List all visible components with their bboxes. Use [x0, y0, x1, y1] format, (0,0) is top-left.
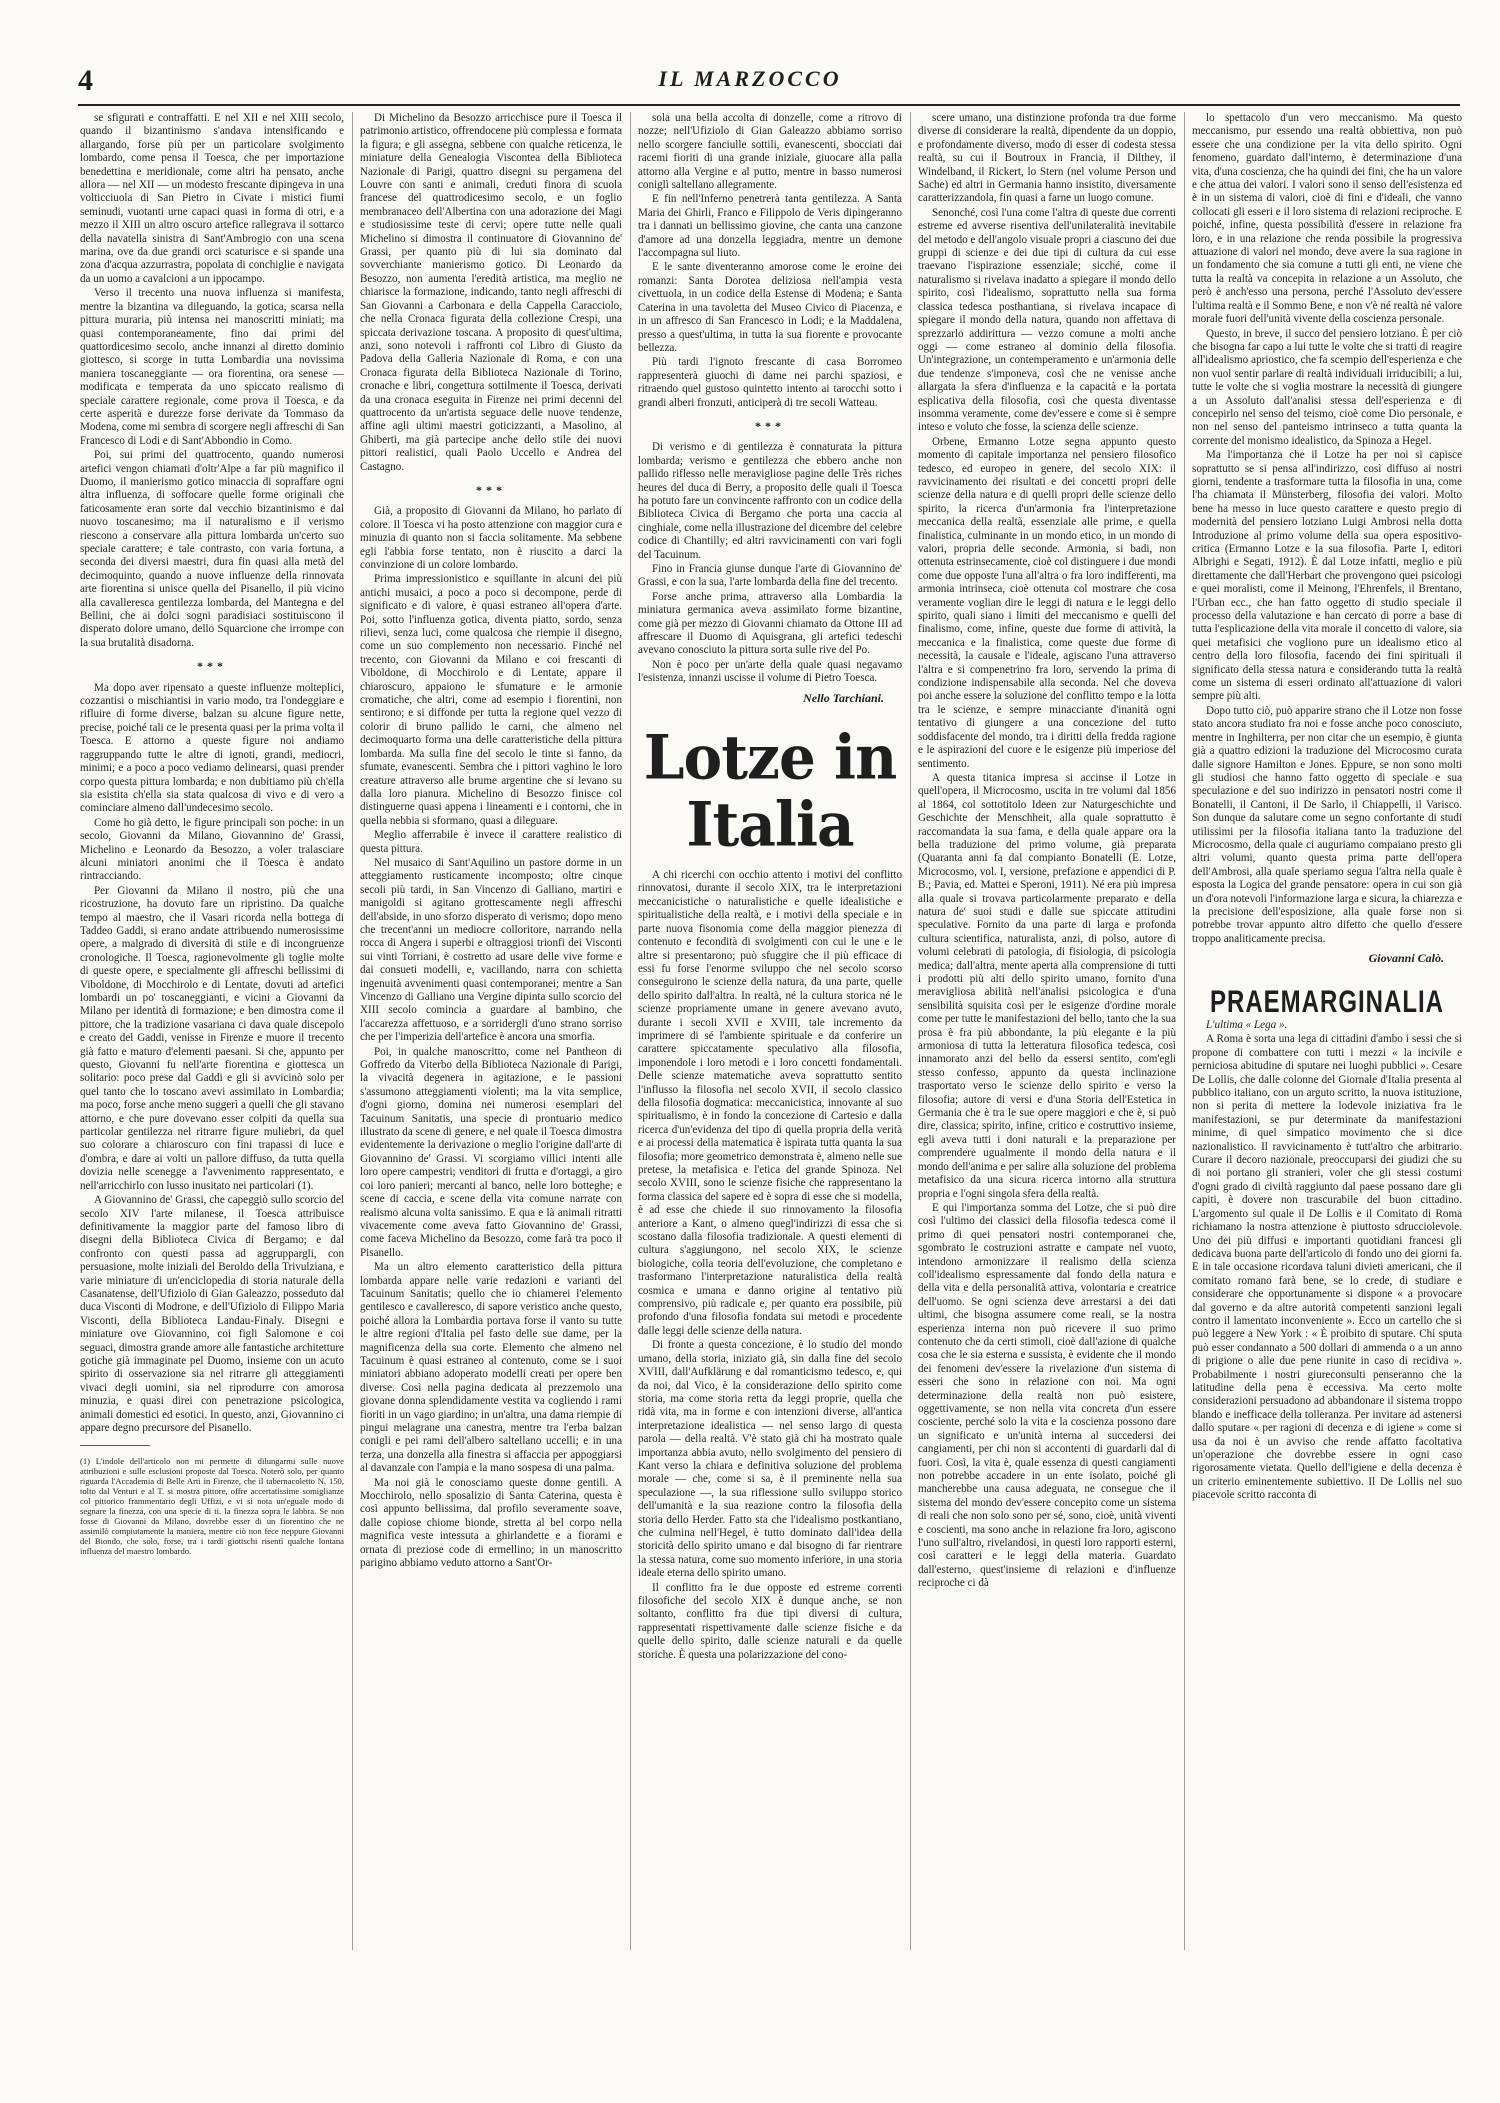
footnote-rule: [80, 1445, 150, 1446]
paragraph: Fino in Francia giunse dunque l'arte di Giovannino de' Grassi, e con la sua, l'arte lombarda della fine del trecento.: [638, 563, 902, 589]
column-divider: [352, 112, 353, 1950]
paragraph: A Giovannino de' Grassi, che capeggiò sullo scorcio del secolo XIV l'arte milanese, il Toesca attribuisce definitivamente la maggior parte del famoso libro di disegni della Biblioteca Civica di Bergamo; e dal confronto con questi passa ad aggruppargli, con persuasione, molte iniziali del Beroldo della Trivulziana, e varie miniature di un'enciclopedia di storia naturale della Casanatense, dell'Ufiziolo di Gian Galeazzo, posseduto dal duca Visconti di Modrone, e dell'Ufiziolo di Filippo Maria Visconti, della Biblioteca Landau-Finaly. Disegni e miniature ove Giovannino, coi figli Salomone e coi seguaci, dimostra grande amore alle fantastiche architetture gotiche già immaginate pel Duomo, insieme con un acuto spirito di osservazione sia nel ritrarre gli atteggiamenti vivaci degli uomini, sia nel riprodurre con amorosa minuzia, e quasi direi con penetrazione psicologica, animali domestici ed esotici. In questo, anzi, Giovannino ci appare degno precursore del Pisanello.: [80, 1194, 344, 1434]
paragraph: Senonché, così l'una come l'altra di queste due correnti estreme ed avverse risentiva dell'unilateralità inevitabile del metodo e dell'angolo visuale propri a ciascuno dei due gruppi di scienze e dei due tipi di cultura da cui esse traevano l'ispirazione essenziale; sicché, come il naturalismo si rivelava inadatto a spiegare il mondo dello spirito, così l'idealismo, soprattutto nella sua forma classica tedesca posthantiana, si rivelava incapace di spiegare il mondo della natura, quando non affettava di sprezzarlo addirittura — vezzo comune a molti anche oggi — come estraneo al dominio della filosofia. Un'integrazione, un contemperamento e un'armonia delle due tendenze s'imponeva, così che ne venisse anche allargata la sfera d'influenza e la capacità e la portata esplicativa della filosofia, così che questa diventasse insomma veramente, come dev'essere e come si è sempre inteso e voluto che fosse, la scienza delle scienze.: [918, 206, 1176, 434]
subheading: L'ultima « Lega ».: [1206, 1019, 1288, 1031]
paragraph: A questa titanica impresa si accinse il Lotze in quell'opera, il Microcosmo, uscita in tre volumi dal 1856 al 1864, col sottotitolo Ideen zur Naturgeschichte und Geschichte der Menschheit, alla quale soprattutto è raccomandata la sua fama, e della quale appare ora la bella traduzione del primo volume, già preparata (Quaranta anni fa dal compianto Bonatelli (E. Lotze, Microcosmo, vol. I, versione, prefazione e appendici di P. B.; Pavia, ed. Mattei e Speroni, 1911). Né era più impresa alla quale si trovava particolarmente preparato e della natura de' suoi studi e dalle sue spiccate attitudini speculative. Fornito da una parte di larga e profonda cultura scientifica, naturalista, anzi, di polso, autore di volumi celebrati di patologia, di fisiologia, di psicologia medica; dall'altra, mente aperta alla comprensione di tutti i prodotti più alti dello spirito umano, fornito d'una meravigliosa abilità nell'analisi psicologica e d'una sensibilità squisita così per le esigenze d'ordine morale come per tutte le manifestazioni del bello, tanto che la sua prosa è fra più abbondante, la più elegante e la più armoniosa di tutta la letteratura filosofica tedesca, così innamorato anzi del bello da essersi sentito, com'egli stesso confesso, appunto da questa inclinazione trasportato verso le scienze dello spirito e verso la filosofia; autore di versi e d'una Storia dell'Estetica in Germania che è tra le sue opere maggiori e che è, si può dire, classica; spirito, infine, critico e costruttivo insieme, egli aveva tutti i doni naturali e la preparazione per comprendere ugualmente il mondo della natura e il mondo dell'anima e per salire alla soluzione del problema metafisico da una sicura ricerca intorno alla struttura propria e l'ogni singola sfera della realtà.: [918, 771, 1176, 1200]
paragraph: A chi ricerchi con occhio attento i motivi del conflitto rinnovatosi, durante il secolo XIX, tra le interpretazioni meccanicistiche o naturalistiche e quelle idealistiche e spiritualistiche della realtà, e i motivi della speciale e in parte nuova fisonomia come della maggior pienezza di contenuto e fecondità di svolgimenti con cui le une e le altre si presentarono; può sfuggire che il più efficace di essi fu forse l'enorme sviluppo che nel secolo scorso conseguirono le scienze della natura, da una parte, quelle dello spirito dall'altra. In realtà, né la cultura storica né le scienze propriamente umane in genere avevano avuto, durante i secoli XVII e XVIII, tale incremento da imprimere di sé l'ambiente spirituale e da conferire un carattere spiccatamente speculativo alla filosofia, imponendole i loro metodi e i loro concetti fondamentali. Delle scienze matematiche aveva soprattutto sentito l'influsso la filosofia nel secolo XVII, il secolo classico della filosofia dogmatica: meccanicistica, innovante al suo spiritualismo, è in fondo la concezione di Cartesio e dalla ricerca d'un'evidenza del tipo di quella propria della verità e ai processi della matematica è ispirata tutta quanta la sua filosofia; more geometrico demonstrata è, almeno nelle sue pretese, la metafisica e l'etica del grande Spinoza. Nel secolo XVIII, sono le scienze fisiche che rappresentano la forma classica del sapere ed è sopra di esse che si modella, è ad esse che chiede il suo rinnovamento la filosofia anteriore a Kant, o almeno quegl'indirizzi di essa che si scostano dalla filosofia tradizionale. A questi elementi di cultura s'aggiungono, nel secolo XIX, le scienze biologiche, colla teoria dell'evoluzione, che completano e trasformano l'interpretazione naturalistica della realtà cosmica e umana e danno origine al tentativo più comprensivo, più radicale e, per quanto era possibile, più profondo d'una filosofia fondata sui metodi e procedente dalle leggi delle scienze della natura.: [638, 869, 902, 1337]
paragraph: Nel musaico di Sant'Aquilino un pastore dorme in un atteggiamento rusticamente incomposto; oltre cinque secoli più tardi, in San Vincenzo di Galliano, martiri e manigoldi si agitano grottescamente negli affreschi dell'abside, in uno sforzo disperato di verismo; dopo meno che trecent'anni un mediocre colloritore, narrando nella rocca di Angera i superbi e oltraggiosi trionfi dei Visconti sui vinti Torriani, è costretto ad usare delle vive forme e dai consueti modelli, e, vacillando, narra con schietta ingenuità avvenimenti quasi contemporanei; mentre a San Vincenzo di Galliano una Vergine dipinta sullo scorcio del XIII secolo comincia a guardare al bambino, che l'accarezza affettuoso, e a sorridergli d'uno strano sorriso che per l'imperizia dell'artefice è ancora una smorfia.: [360, 856, 622, 1044]
paragraph: Di verismo e di gentilezza è connaturata la pittura lombarda; verismo e gentilezza che ebbero anche non pallido riflesso nelle meravigliose pagine delle Très riches heures del duca di Berry, a proposito delle quali il Toesca ha potuto fare un convincente raffronto con un codice della Biblioteca Civica di Bergamo che porta una caccia al cinghiale, come nella illustrazione del dicembre del celebre codice di Chantilly; ed altri ravvicinamenti con vari fogli del Tacuinum.: [638, 441, 902, 561]
section-separator: ***: [476, 482, 506, 497]
paragraph: A Roma è sorta una lega di cittadini d'ambo i sessi che si propone di combattere con tutti i mezzi « la incivile e perniciosa abitudine di sputare nei luoghi pubblici ». Cesare De Lollis, che dalle colonne del Giornale d'Italia presenta al pubblico italiano, con un arguto scritto, la nuova istituzione, non si perita di mettere la lodevole iniziativa fra le manifestazioni, se pur determinate da manifestazioni minime, di quel simpatico movimento che si dice nazionalistico. Il ravvicinamento è tutt'altro che arbitrario. Curare il decoro nazionale, preoccuparsi dei giudizi che su di noi portano gli stranieri, voler che gli stessi costumi d'ogni grado di civiltà raggiunto dal paese possano dare gli capiti, è dovere non trascurabile del buon cittadino. L'argomento sul quale il De Lollis e il Comitato di Roma richiamano la nostra attenzione è piuttosto sdrucciolevole. Uno dei più diffusi e importanti quotidiani francesi gli dedicava buona parte dell'articolo di fondo uno dei giorni fa. E in tale occasione ricordava taluni divieti americani, che il comitato romano farà bene, se lo crede, di studiare e considerare che opportunamente si dispone « a provocare dal governo e da altre autorità competenti sanzioni legali contro il lamentato inconveniente ». Ecco un cartello che si può leggere a New York : « È proibito di sputare. Chi sputa può esser condannato a 500 dollari di ammenda o a un anno di prigione o alle due pene riunite in caso di recidiva ». Probabilmente i nostri giureconsulti penseranno che la latitudine della pena è eccessiva. Ma certo molte considerazioni persuadono ad abbandonare il sistema troppo blando e inefficace della tolleranza. Per invitare ad astenersi dallo sputare « per ragioni di decenza e di igiene » come si usa da noi è un avviso che rende affatto facoltativa un'operazione che dovrebbe essere in ogni caso rigorosamente vietata. Quello dell'igiene e della decenza è un criterio eminentemente subiettivo. Il De Lollis nel suo piacevole scritto racconta di: [1192, 1033, 1462, 1502]
paragraph: Poi, in qualche manoscritto, come nel Pantheon di Goffredo da Viterbo della Biblioteca Nazionale di Parigi, la vivacità degenera in agitazione, e le passioni s'assumono atteggiamenti violenti; ma la vita semplice, d'ogni giorno, domina nei numerosi esemplari del Tacuinum Sanitatis, una specie di prontuario medico illustrato da scene di genere, e nel quale il Toesca dimostra evidentemente la derivazione o meglio l'origine dall'arte di Giovannino de' Grassi. Vi scorgiamo villici intenti alle loro opere campestri; venditori di frutta e d'ortaggi, a giro coi loro panieri; mercanti al banco, nelle loro botteghe; e scene di caccia, e scene della vita comune narrate con realismo alcuna volta sanissimo. E qua e là animali ritratti vivacemente come aveva fatto Giovannino de' Grassi, come faceva Michelino da Besozzo, come farà tra poco il Pisanello.: [360, 1045, 622, 1259]
paragraph: sola una bella accolta di donzelle, come a ritrovo di nozze; nell'Ufiziolo di Gian Galeazzo abbiamo sorriso nello scorgere fanciulle sottili, evanescenti, sbocciati dai racemi fioriti di una grande iniziale, giuocare alla palla attorno alla Vergine e al putto, mentre in basso numerosi coniglì saltellano allegramente.: [638, 112, 902, 192]
paragraph: E le sante diventeranno amorose come le eroine dei romanzi: Santa Dorotea deliziosa nell'ampia vesta civettuola, in un codice della Estense di Modena; e Santa Caterina in una tavoletta del Museo Civico di Piacenza, e in un affresco di San Francesco in Lodi; e la Maddalena, presso a quest'ultima, in tutta la sua fiorente e provocante bellezza.: [638, 261, 902, 354]
paragraph: E qui l'importanza somma del Lotze, che si può dire così l'ultimo dei classici della filosofia tedesca come il primo di quei pensatori nostri contemporanei che, sgombrato le costruzioni astratte e campate nel vuoto, intendono armonizzare il realismo della scienza coll'idealismo espressamente dal fondo della natura e della vita e della personalità attiva, volontaria e creatrice dell'uomo. Se ogni scienza deve arrestarsi a dei dati ultimi, che bisogna assumere come reali, se la nostra esperienza interna non può ricevere il suo primo contenuto che da certi stimoli, cioè dall'azione di qualche cosa che le sia esterna e sussista, è evidente che il mondo dei fenomeni dev'essere la rivelazione d'un sistema di esseri che sono in relazione con noi. Ma ogni determinazione della realtà non può esistere, oggettivamente, se non nella vita concreta d'un essere cosciente, perché solo la vita e la coscienza possono dare un significato e un'unità interna al succedersi dei cangiamenti, per chi non si accontenti di guardarli dal di fuori. Così, la vita è, quale essenza di questi cangiamenti non potrebbe accadere in un ente isolato, poiché gli mancherebbe una causa adeguata, ne consegue che il sistema del mondo dev'essere concepito come un sistema di reali che non solo sono per sé, sono, cioè, unità viventi e coscienti, ma sono anche in relazione fra loro, agiscono l'uno sull'altro, rivelandosi, in questi loro rapporti esterni, così caratteri e le leggi della materia. Guardato dall'esterno, quest'insieme di relazioni e d'influenze reciproche ci dà: [918, 1201, 1176, 1590]
paragraph: Dopo tutto ciò, può apparire strano che il Lotze non fosse stato ancora studiato fra noi e fosse anche poco conosciuto, mentre in Inghilterra, per non citar che un esempio, è giunta già a quattro edizioni la traduzione del Microcosmo curata dalle signore Hamilton e Jones. Eppure, se non sono molti gli studiosi che hanno fatto oggetto di speciale e sua speculazione e del suo indirizzo in pensatori nostri come il Bonatelli, il Cantoni, il De Sarlo, il Chiappelli, il Varisco. Son dunque da salutare come un segno confortante di studi utilissimi per la filosofia italiana tanto la traduzione del Microcosmo, della quale ci auguriamo compaiano presto gli altri volumi, quanto questa prima parte dell'opera dell'Ambrosi, alla quale speriamo segua l'altra nella quale è esposta la Logica del grande pensatore: opera in cui son già un d'ora notevoli l'informazione larga e sicura, la chiarezza e la precisione dell'esposizione, alla quale forse non si potrebbe trovar appunto altro difetto che quello d'essere troppo analiticamente precisa.: [1192, 704, 1462, 945]
paragraph: Ma dopo aver ripensato a queste influenze molteplici, cozzantisi o mischiantisi in vario modo, tra l'ondeggiare e rifluire di forme diverse, balzan su alcune figure nette, precise, poiché tali ce le presenta quasi per la prima volta il Toesca. E attorno a queste figure noi andiamo raggruppando tutte le altre di ignoti, grandi, mediocri, minimi; e a poco a poco vediamo delinearsi, quasi prender corpo questa pittura lombarda; e non dubitiamo più ch'ella sia esistita ch'ella sia stata qualcosa di vivo e di vero a cominciare almeno dall'undecesimo secolo.: [80, 681, 344, 815]
header-rule: [78, 104, 1460, 106]
masthead: IL MARZOCCO: [658, 66, 842, 91]
paragraph: Verso il trecento una nuova influenza si manifesta, mentre la bizantina va dileguando, la gotica, scarsa nella pittura muraria, più intensa nei manoscritti miniati; ma quasi contemporaneamente, fino dai primi del quattordicesimo secolo, anche innanzi al diretto dominio giottesco, si scorge in tutta Lombardia una novissima maniera toscaneggiante — ora fiorentina, ora senese — modificata e temperata da uno spiccato realismo di speciale carattere regionale, come prova il Toesca, e da certe asperità e durezze forse derivate da Tommaso da Modena, come mi sembra di scorgere negli affreschi di San Francesco di Lodi e di Sant'Abbondio in Como.: [80, 287, 344, 447]
column-5: [1192, 112, 1462, 1950]
page-number: 4: [78, 64, 93, 97]
paragraph: Non è poco per un'arte della quale quasi negavamo l'esistenza, innanzi uscisse il volume di Pietro Toesca.: [638, 658, 902, 685]
paragraph: se sfigurati e contraffatti. E nel XII e nel XIII secolo, quando il bizantinismo s'andava intensificando e allargando, forse più per un particolare svolgimento lombardo, come pensa il Toesca, che per importazione benedettina e meridionale, come altri ha pensato, anche allora — nel XII — un modesto frescante dipingeva in una volticciuola di San Pietro in Civate i mistici fiumi seminudi, vuotanti urne capaci quasi in forma di otri, e a mezzo il XIII un altro oscuro artefice rallegrava il sottarco della navatella sinistra di Sant'Ambrogio con una scena marina, ove da due grandi orci scaturisce e si spande una zona d'acqua azzurrastra, popolata di conchiglie e navigata da un uomo a cavalcioni a un ippocampo.: [80, 112, 344, 285]
paragraph: Per Giovanni da Milano il nostro, più che una ricostruzione, ha dovuto fare un ripristino. Da qualche tempo al maestro, che il Vasari ricorda nella bottega di Taddeo Gaddi, si erano andate attribuendo numerosissime opere, a malgrado di diversità di stile e di incongruenze cronologiche. Il Toesca, ragionevolmente gli toglie molte di queste opere, e specialmente gli affreschi bellissimi di Viboldone, di Mocchirolo e di Lentate, dovuti ad artefici lombardi un po' toscaneggianti, e vicini a Giovanni da Milano per identità di formazione; e ben dimostra come il pittore, che la tradizione vasariana ci dava quale discepolo e creato del Gaddi, venisse in Firenze e muore il trecento già fatto e maturo d'elementi paesani. Si che, appunto per questo, Giovanni fu nell'arte fiorentina e giottesca un solitario: poco prese dal Gaddi e gli si avvicinò solo per quel tanto che lo toscano avevi assimilato in Lombardia; ma poco, forse anche meno suggerì a quelli che gli stavano attorno, e che pure dovevano esser colpiti da quella sua particolar gentilezza nel ritrarre figure muliebri, da quel suo colorare a chiaroscuro con fini trapassi di luce e d'ombra, e dare ai volti un pallore diffuso, da tutta quella dovizia nelle scenegge a l'avvenimento rappresentato, e nell'arricchirlo con lusso inusitato nei particolari (1).: [80, 884, 344, 1192]
paragraph: Poi, sui primi del quattrocento, quando numerosi artefici vengon chiamati d'oltr'Alpe a far più magnifico il Duomo, il manierismo gotico minaccia di sopraffare ogni altra influenza, di soffocare quelle forme originali che faticosamente eran sorte dal vecchio bizantinismo e dal nuovo toscanesimo; ma il naturalismo e il verismo riescono a conservare alla pittura lombarda un'certo suo speciale carattere; e tale contrasto, con varia fortuna, a seconda dei diversi maestri, dura fin quasi alla metà del decimoquinto, quando a nuove influenze della rinnovata arte fiorentina si unisce quella del Pisanello, il più vicino alla cavalleresca gentilezza lombarda, del Mantegna e del Bellini, che ai dolci sogni paradisiaci sostituiscono il disperato dolore umano, dello Squarcione che irrompe con la sua brutalità disadorna.: [80, 449, 344, 649]
section-separator: ***: [197, 659, 227, 674]
paragraph: Ma noi già le conosciamo queste donne gentili. A Mocchirolo, nello sposalizio di Santa Caterina, questa è così appunto bellissima, dal profilo severamente soave, dalle copiose chiome bionde, stretta al bel corpo nella magnifica veste intessuta a ghirlandette e a fiorami e ornata di preziose code di ermellino; in un manoscritto parigino abbiamo veduto attorno a Sant'Or-: [360, 1476, 622, 1570]
paragraph: Ma l'importanza che il Lotze ha per noi si capisce soprattutto se si pensa all'indirizzo, così diffuso ai nostri giorni, tendente a trasformare tutta la filosofia in una, come l'ha chiamata il Münsterberg, filosofia dei valori. Molto bene ha messo in luce questo carattere e questo pregio di modernità del pensiero lotziano Luigi Ambrosi nella dotta Introduzione al primo volume della sua opera espositivo-critica (Ermanno Lotze e la sua filosofia. Parte I, editori Albrighi e Segati, 1912). È dal Lotze infatti, meglio e più direttamente che dall'Herbart che provengono quei psicologi e quei moralisti, come il Meinong, l'Ehrenfels, il Brentano, l'Urban ecc., che han fatto oggetto di studio speciale il processo della valutazione e han cercato di porre a base di tutta l'esplicazione della vita morale il concetto di valore, sia quei metafisici che vogliono pure un idealismo etico al centro della loro filosofia, facendo dei fini spirituali il significato della stessa natura e considerando tutta la realtà come un sistema di esseri ordinato all'attuazione di valori sempre più alti.: [1192, 449, 1462, 703]
column-4: [918, 112, 1176, 1950]
column-3: [638, 112, 902, 1950]
section-separator: ***: [755, 418, 785, 433]
column-1: [80, 112, 344, 1950]
paragraph: Ma un altro elemento caratteristico della pittura lombarda appare nelle varie redazioni e varianti del Tacuinum Sanitatis; quello che io chiamerei l'elemento gentilesco e cavalleresco, di sapore veristico anche questo, poiché allora la Lombardia portava forse il vanto su tutte le altre regioni d'Italia pel fasto delle sue dame, per la magnificenza della sua corte. Elemento che almeno nel Tacuinum è quasi estraneo al contenuto, come se i suoi miniatori abbiano adoperato modelli creati per opere ben diverse. Così nella pagina dedicata al prezzemolo una giovane donna splendidamente vestita va cogliendo i rami fioriti in un vago giardino; in un'altra, una dama riempie di pingui melagrane una canestra, mentre tra l'erba balzan conigli e pei rami dell'albero saltellano uccelli; e in una terza, una donzella alla finestra si affaccia per appoggiarsi al davanzale con l'ampia e la mano sospesa di una palma.: [360, 1261, 622, 1475]
paragraph: Di Michelino da Besozzo arricchisce pure il Toesca il patrimonio artistico, offrendocene più complessa e formata la figura; e gli assegna, sebbene con qualche reticenza, le miniature della Genealogia Viscontea della Biblioteca Nazionale di Parigi, quattro disegni su pergamena del Louvre con santi e animali, creduti finora di scuola francese del quattrodicesimo secolo, e un foglio membranaceo dell'Albertina con una adorazione dei Magi e studiosissime teste di cervi; opere tutte nelle quali Michelino si dimostra il continuatore di Giovannino de' Grassi, per quanto più di lui sia dominato dal sovverchiante manierismo gotico. Di Leonardo da Besozzo, non aumenta l'eredità artistica, ma meglio ne chiarisce la formazione, indicando, tanto negli affreschi di San Giovanni a Carbonara e della Cappella Caracciolo, che nella Cronaca figurata della collezione Crespi, una spiccata derivazione toscana. A proposito di quest'ultima, anzi, sono notevoli i raffronti col Libro di Giusto da Padova della Galleria Nazionale di Roma, e con una Cronaca figurata della Biblioteca Nazionale di Torino, cronache e libri, congettura sottilmente il Toesca, derivati da una cronaca eseguita in Firenze nei primi decenni del quattrocento da un'artista seguace delle nuove tendenze, affine agli ultimi maestri goticizzanti, a Masolino, al Ghiberti, ma già partecipe anche dello stile dei nuovi pittori realistici, quali Paolo Uccello e Andrea del Castagno.: [360, 112, 622, 473]
paragraph: Il conflitto fra le due opposte ed estreme correnti filosofiche del secolo XIX è dunque anche, se non soltanto, conflitto fra due tipi diversi di cultura, rappresentati rispettivamente dalle scienze fisiche e da quelle dello spirito, dalle scienze naturali e da quelle storiche. È questa una polarizzazione del cono-: [638, 1581, 902, 1661]
paragraph: Questo, in breve, il succo del pensiero lotziano. È per ciò che bisogna far capo a lui tutte le volte che si tratti di reagire all'idealismo apriostico, che fa scempio dell'esperienza e che non vuol sentir parlare di realtà individuali irriducibili; a lui, tutte le volte che si voglia mostrare la necessità di giungere a un Assoluto dall'analisi stessa dell'esperienza e di concepirlo nel senso del teismo, cioè come Dio personale, e non nel senso del panteismo intrinseco a tutta quanta la corrente del monismo idealistico, da Spinoza a Hegel.: [1192, 327, 1462, 447]
column-2: [360, 112, 622, 1950]
section-title: PRAEMARGINALIA: [1210, 984, 1444, 1020]
paragraph: Meglio afferrabile è invece il carattere realistico di questa pittura.: [360, 829, 622, 855]
paragraph: Più tardi l'ignoto frescante di casa Borromeo rappresenterà giuochi di dame nei parchi spaziosi, e ritraendo quel gustoso quintetto intento ai tarocchi sotto i grandi alberi fronzuti, anticiperà di tre secoli Watteau.: [638, 356, 902, 409]
column-divider: [1184, 112, 1185, 1950]
column-divider: [630, 112, 631, 1950]
paragraph: scere umano, una distinzione profonda tra due forme diverse di considerare la realtà, dipendente da un doppio, e profondamente diverso, modo di esser di codesta stessa realtà, su cui il Boutroux in Francia, il Dilthey, il Windelband, il Rickert, lo Stern (nel volume Person und Sache) ed altri in Germania hanno insistito, diversamente caratterizzandola, fin quasi a farne un luogo comune.: [918, 112, 1176, 205]
paragraph: Come ho già detto, le figure principali son poche: in un secolo, Giovanni da Milano, Giovannino de' Grassi, Michelino e Leonardo da Besozzo, a voler tralasciare alcuni miniatori anonimi che il Toesca è andato rintracciando.: [80, 816, 344, 883]
paragraph: E fin nell'Inferno penetrerà tanta gentilezza. A Santa Maria dei Ghirli, Franco e Filippolo de Veris dipingeranno tra i dannati un bellissimo giovine, che canta una canzone d'amore ad una donzella leggiadra, mentre un demone l'accompagna sul liuto.: [638, 193, 902, 260]
paragraph: Orbene, Ermanno Lotze segna appunto questo momento di capitale importanza nel pensiero filosofico tedesco, ed europeo in genere, del secolo XIX: il ravvicinamento dei risultati e dei concetti propri delle scienze della natura e di quelli propri delle scienze dello spirito, la ricerca d'un'armonia fra l'interpretazione meccanica della realtà, essenziale alle prime, e quella finalistica, culminante in un mondo etico, in un mondo di valori, propria delle seconde. Armonia, si badi, non ottenuta estrinsecamente, cioè col distinguere i due mondi come due opposte l'una all'altra o fra loro indifferenti, ma armonia intrinseca, cioè ottenuta col mostrare che cosa veramente voglian dire le leggi di natura e le leggi dello spirito, quali siano i limiti del meccanismo e quelli del finalismo, come, infine, queste due forme di attività, la meccanica e la finalistica, come queste due forme di necessità, la causale e l'ideale, agiscano l'una attraverso l'altra e si compenetrino fra loro, servendo la prima di condizione indispensabile alla seconda. Nel che doveva poi anche essere la soluzione del conflitto tempo e la lotta tra le scienze, e sempre minacciante d'inanità ogni tentativo di giungere a una concezione del tutto soddisfacente del mondo, tra i diritti della fredda ragione e le aspirazioni del cuore e le esigenze più imperiose del sentimento.: [918, 435, 1176, 770]
paragraph: lo spettacolo d'un vero meccanismo. Ma questo meccanismo, pur essendo una realtà obbiettiva, non può essere che una condizione per la vita dello spirito. Ogni fenomeno, guardato dall'interno, è determinazione d'una vita, d'una coscienza, che ha quindi dei fini, che ha un valore e che attua dei valori. I valori sono il senso dell'esistenza ed è in un sistema di valori, cioè di fini e d'ideali, che vanno collocati gli esseri e il loro sistema di relazioni reciproche. E poiché, infine, questa possibilità d'essere in relazione fra loro, e in una relazione che renda possibile la progressiva attuazione di valori nel mondo, deve avere la sua ragione in un fondamento che sia comune a tutti gli enti, ne viene che tutta la realtà va concepita in relazione a un Assoluto, che però è anch'esso una persona, perché l'Assoluto dev'essere l'ultima realtà e il Sommo Bene, e non v'è né realtà né valore morale fuori dell'unità vivente della coscienza personale.: [1192, 112, 1462, 326]
paragraph: Già, a proposito di Giovanni da Milano, ho parlato di colore. Il Toesca vi ha posto attenzione con maggior cura e minuzia di quanto non si faccia solitamente. Ma sebbene egli l'abbia forse tentato, non è riuscito a darci la convinzione di un colore lombardo.: [360, 505, 622, 571]
paragraph: Prima impressionistico e squillante in alcuni dei più antichi musaici, a poco a poco si decompone, perde di significato e di valore, è quasi estraneo all'opera d'arte. Poi, sotto l'influenza gotica, diventa piatto, sordo, senza rilievi, senza luci, come qualcosa che riempie il disegno, come un suo complemento non necessario. Finché nel trecento, con Giovanni da Milano e coi frescanti di Viboldone, di Mocchirolo e di Lentate, appare il chiaroscuro, appaiono le sfumature e le armonie cromatiche, che altri, come ad esempio i fiorentini, non sentirono; e si diffonde per tutta la regione quel vezzo di colorir di bruno pallido le carni, che almeno nel decimoquarto forma una delle caratteristiche della pittura lombarda. Ma sulla fine del secolo le tinte si fanno, da sfumate, evanescenti. Sembra che i pittori vaghino le loro creature attraverso alle brume argentine che si levano su dalla loro pianura. Michelino di Besozzo finisce col distinguerne quasi appena i lineamenti e i contorni, che in quella nebbia si sformano, quasi a dileguare.: [360, 573, 622, 827]
column-divider: [910, 112, 911, 1950]
footnote: (1) L'indole dell'articolo non mi permette di dilungarmi sulle nuove attribuzioni e sulle esclusioni proposte dal Toesca. Noterò solo, per quanto riguarda l'Accademia di Belle Arti in Firenze, che il tabernacoletto N. 150, tolto dal Venturi e al T. si mostra pittore, offre accertatissime somiglianze col pittorico frammentario degli Uffizi, e vi si nota un'eguale modo di segnare la finezza, con una specie di ti. la finezza sopra le labbra. Se non fosse di Giovanni da Milano, dovrebbe esser di un fiorentino che ne assimilò compiutamente la maniera, mentre ciò non fece neppure Giovanni del Biondo, che solo, forse, tra i tardi giottschi risentì qualche lontana influenza del maestro lombardo.: [80, 1456, 344, 1557]
author-signature: Giovanni Calò.: [1368, 951, 1444, 966]
paragraph: Forse anche prima, attraverso alla Lombardia la miniatura germanica aveva assimilato forme bizantine, come già per mezzo di Giovanni chiamato da Ottone III ad affrescare il Duomo di Aquisgrana, gli artefici tedeschi avevano conosciuto la pittura sorta sulle rive del Po.: [638, 590, 902, 657]
article-title: Lotze in Italia: [643, 721, 897, 861]
author-signature: Nello Tarchiani.: [803, 690, 884, 705]
paragraph: Di fronte a questa concezione, è lo studio del mondo umano, della storia, iniziato già, sin dalla fine del secolo XVIII, dall'Aufklärung e dal romanticismo tedesco, e, qui da noi, dal Vico, è la considerazione dello spirito come storia, ma come storia retta da leggi proprie, quella che ridà vita, ma in forme e con intenzioni diverse, all'antica interpretazione idealistica — nel senso largo di questa parola — della realtà. V'è stato già chi ha mostrato quale importanza abbia avuto, nello svolgimento del pensiero di Kant verso la chiara e definitiva soluzione del problema morale — che, come si sa, è il preminente nella sua speculazione —, la sua riflessione sullo sviluppo storico dell'umanità e la sua reazione contro la filosofia della storia dello Herder. Fatto sta che l'idealismo postkantiano, che culmina nell'Hegel, è tutto dominato dall'idea della storicità dello spirito umano e dal bisogno di far rientrare la stessa natura, come suo momento inferiore, in una storia ideale eterna dello spirito umano.: [638, 1339, 902, 1580]
